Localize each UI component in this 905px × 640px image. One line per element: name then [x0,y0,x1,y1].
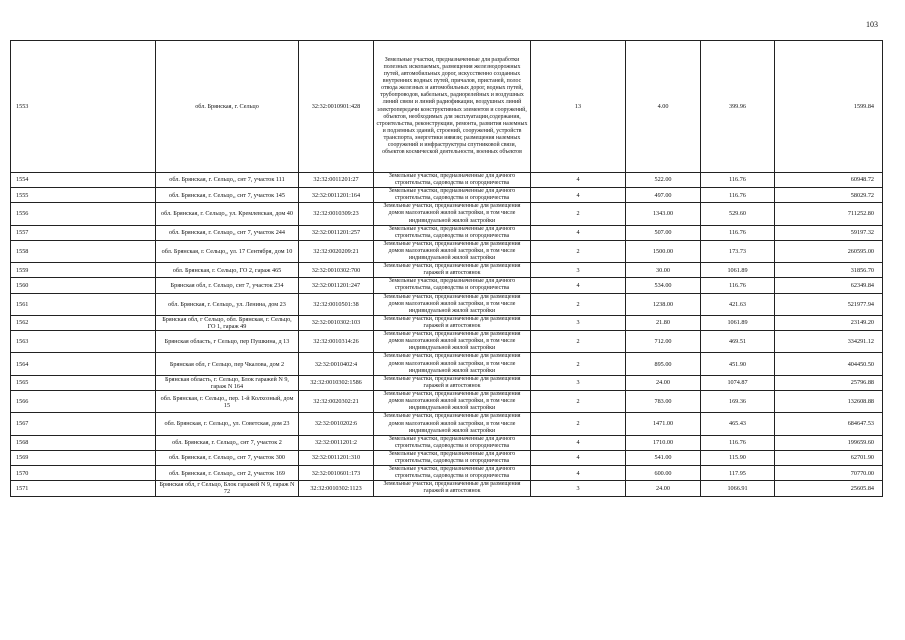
area-cell: 497.00 [626,188,701,203]
cadastral-number-cell: 32:32:0010901:428 [299,41,374,173]
address-cell: обл. Брянская, г. Сельцо, ГО 2, гараж 465 [156,263,299,278]
address-cell: обл. Брянская, г. Сельцо,, снт 7, участок 111 [156,173,299,188]
table-row [11,278,883,293]
rate-cell: 115.90 [701,450,775,465]
cadastral-value-cell: 59197.32 [775,225,883,240]
rate-cell: 529.60 [701,203,775,225]
cadastral-number-cell: 32:32:0011201:27 [299,173,374,188]
rate-cell: 173.73 [701,240,775,262]
table-row [11,41,883,173]
land-use-description-cell: Земельные участки, предназначенные для размещения домов малоэтажной жилой застройки, в том числе индивидуальной жилой застройки [374,203,531,225]
land-use-description-cell: Земельные участки, предназначенные для размещения домов малоэтажной жилой застройки, в том числе индивидуальной жилой застройки [374,293,531,315]
area-cell: 4.00 [626,41,701,173]
table-row [11,315,883,330]
cadastral-value-cell: 521977.94 [775,293,883,315]
group-code-cell: 2 [531,391,626,413]
group-code-cell: 3 [531,375,626,390]
rate-cell: 465.43 [701,413,775,435]
land-use-description-cell: Земельные участки, предназначенные для размещения домов малоэтажной жилой застройки, в том числе индивидуальной жилой застройки [374,391,531,413]
table-row [11,293,883,315]
cadastral-value-cell: 23149.20 [775,315,883,330]
table-row [11,188,883,203]
cadastral-number-cell: 32:32:0011201:164 [299,188,374,203]
cadastral-value-cell: 199659.60 [775,435,883,450]
area-cell: 1710.00 [626,435,701,450]
group-code-cell: 2 [531,203,626,225]
land-use-description-cell: Земельные участки, предназначенные для дачного строительства, садоводства и огородничества [374,173,531,188]
area-cell: 600.00 [626,466,701,481]
row-number: 1569 [11,450,156,465]
group-code-cell: 2 [531,413,626,435]
area-cell: 783.00 [626,391,701,413]
group-code-cell: 4 [531,450,626,465]
table-row [11,240,883,262]
row-number: 1567 [11,413,156,435]
address-cell: обл. Брянская, г. Сельцо [156,41,299,173]
land-use-description-cell: Земельные участки, предназначенные для дачного строительства, садоводства и огородничества [374,466,531,481]
area-cell: 30.00 [626,263,701,278]
table-row [11,413,883,435]
cadastral-number-cell: 32:32:0010402:4 [299,353,374,375]
rate-cell: 116.76 [701,435,775,450]
address-cell: обл. Брянская, г. Сельцо,, ул. 17 Сентября, дом 10 [156,240,299,262]
cadastral-number-cell: 32:32:0020302:21 [299,391,374,413]
table-row [11,375,883,390]
cadastral-number-cell: 32:32:0010309:23 [299,203,374,225]
row-number: 1568 [11,435,156,450]
area-cell: 24.00 [626,375,701,390]
row-number: 1559 [11,263,156,278]
group-code-cell: 3 [531,263,626,278]
cadastral-value-cell: 132608.88 [775,391,883,413]
group-code-cell: 13 [531,41,626,173]
page-number: 103 [866,20,878,29]
group-code-cell: 2 [531,353,626,375]
table-row [11,331,883,353]
land-use-description-cell: Земельные участки, предназначенные для размещения домов малоэтажной жилой застройки, в том числе индивидуальной жилой застройки [374,413,531,435]
cadastral-value-cell: 711252.80 [775,203,883,225]
land-use-description-cell: Земельные участки, предназначенные для размещения гаражей и автостоянок [374,315,531,330]
row-number: 1562 [11,315,156,330]
land-use-description-cell: Земельные участки, предназначенные для дачного строительства, садоводства и огородничества [374,225,531,240]
group-code-cell: 4 [531,173,626,188]
group-code-cell: 4 [531,225,626,240]
address-cell: Брянская область, г. Сельцо, Блок гаражей N 9, гараж N 164 [156,375,299,390]
land-use-description-cell: Земельные участки, предназначенные для размещения гаражей и автостоянок [374,263,531,278]
rate-cell: 1061.89 [701,263,775,278]
cadastral-value-cell: 404450.50 [775,353,883,375]
land-use-description-cell: Земельные участки, предназначенные для размещения гаражей и автостоянок [374,375,531,390]
address-cell: обл. Брянская, г. Сельцо,, снт 7, участок 2 [156,435,299,450]
cadastral-number-cell: 32:32:0010601:173 [299,466,374,481]
row-number: 1561 [11,293,156,315]
address-cell: обл. Брянская, г. Сельцо,, снт 2, участок 169 [156,466,299,481]
cadastral-value-cell: 31856.70 [775,263,883,278]
area-cell: 1471.00 [626,413,701,435]
land-use-description-cell: Земельные участки, предназначенные для дачного строительства, садоводства и огородничества [374,278,531,293]
table-row [11,263,883,278]
address-cell: обл. Брянская, г. Сельцо,, снт 7, участок 145 [156,188,299,203]
rate-cell: 1074.87 [701,375,775,390]
row-number: 1554 [11,173,156,188]
address-cell: обл. Брянская, г. Сельцо,, пер. 1-й Колхозный, дом 15 [156,391,299,413]
area-cell: 541.00 [626,450,701,465]
group-code-cell: 2 [531,293,626,315]
group-code-cell: 3 [531,481,626,496]
cadastral-value-cell: 260595.00 [775,240,883,262]
area-cell: 534.00 [626,278,701,293]
area-cell: 895.00 [626,353,701,375]
land-use-description-cell: Земельные участки, предназначенные для разработки полезных ископаемых, размещения железнодорожных путей, автомобильных дорог, искусственно созданных внутренних водных путей, причалов, пристаней, полос отвода железных и автомобильных дорог, водных путей, трубопроводов, кабельных, радиорелейных и воздушных линий связи и линий радиофикации, воздушных линий электропередачи конструктивных элементов и сооружений, объектов, необходимых для эксплуатации,содержания, строительства, реконструкции, ремонта, развития наземных и подземных зданий, строений, сооружений, устройств транспорта, энергетики иявязи; размещения наземных сооружений и инфраструктуры спутниковой связи, объектов космической деятельности, военных объектов [374,41,531,173]
cadastral-number-cell: 32:32:0010314:26 [299,331,374,353]
rate-cell: 169.36 [701,391,775,413]
row-number: 1566 [11,391,156,413]
address-cell: Брянская обл, г Сельцо, обл. Брянская, г. Сельцо, ГО 1, гараж 49 [156,315,299,330]
rate-cell: 421.63 [701,293,775,315]
cadastral-value-cell: 62349.84 [775,278,883,293]
row-number: 1560 [11,278,156,293]
address-cell: обл. Брянская, г. Сельцо,, ул. Кремлевская, дом 40 [156,203,299,225]
rate-cell: 469.51 [701,331,775,353]
cadastral-number-cell: 32:32:0010302:103 [299,315,374,330]
row-number: 1557 [11,225,156,240]
table-row [11,173,883,188]
area-cell: 1238.00 [626,293,701,315]
cadastral-number-cell: 32:32:0010302:1123 [299,481,374,496]
row-number: 1565 [11,375,156,390]
row-number: 1558 [11,240,156,262]
table-row [11,435,883,450]
cadastral-number-cell: 32:32:0011201:247 [299,278,374,293]
cadastral-value-cell: 62701.90 [775,450,883,465]
rate-cell: 116.76 [701,188,775,203]
address-cell: Брянская область, г Сельцо, пер Пушкина, д 13 [156,331,299,353]
rate-cell: 116.76 [701,278,775,293]
cadastral-value-cell: 60948.72 [775,173,883,188]
area-cell: 24.00 [626,481,701,496]
area-cell: 507.00 [626,225,701,240]
group-code-cell: 3 [531,315,626,330]
area-cell: 522.00 [626,173,701,188]
cadastral-number-cell: 32:32:0011201:257 [299,225,374,240]
cadastral-value-cell: 334291.12 [775,331,883,353]
address-cell: Брянская обл, г. Сельцо, снт 7, участок 234 [156,278,299,293]
area-cell: 1500.00 [626,240,701,262]
area-cell: 1343.00 [626,203,701,225]
group-code-cell: 2 [531,331,626,353]
group-code-cell: 4 [531,466,626,481]
table-row [11,225,883,240]
rate-cell: 399.96 [701,41,775,173]
table-row [11,481,883,496]
cadastral-value-cell: 1599.84 [775,41,883,173]
table-row [11,466,883,481]
group-code-cell: 4 [531,435,626,450]
row-number: 1570 [11,466,156,481]
address-cell: обл. Брянская, г. Сельцо,, ул. Советская, дом 23 [156,413,299,435]
table-body [11,41,883,497]
table-row [11,203,883,225]
row-number: 1553 [11,41,156,173]
land-use-description-cell: Земельные участки, предназначенные для размещения домов малоэтажной жилой застройки, в том числе индивидуальной жилой застройки [374,240,531,262]
row-number: 1571 [11,481,156,496]
land-use-description-cell: Земельные участки, предназначенные для дачного строительства, садоводства и огородничества [374,435,531,450]
rate-cell: 116.76 [701,173,775,188]
row-number: 1563 [11,331,156,353]
cadastral-number-cell: 32:32:0020209:21 [299,240,374,262]
land-use-description-cell: Земельные участки, предназначенные для дачного строительства, садоводства и огородничества [374,450,531,465]
table-row [11,450,883,465]
rate-cell: 116.76 [701,225,775,240]
rate-cell: 117.95 [701,466,775,481]
land-use-description-cell: Земельные участки, предназначенные для размещения гаражей и автостоянок [374,481,531,496]
area-cell: 21.80 [626,315,701,330]
cadastral-value-cell: 25796.88 [775,375,883,390]
cadastral-number-cell: 32:32:0011201:310 [299,450,374,465]
cadastral-number-cell: 32:32:0010302:700 [299,263,374,278]
cadastral-value-cell: 684647.53 [775,413,883,435]
row-number: 1556 [11,203,156,225]
cadastral-table [10,40,883,497]
rate-cell: 1066.91 [701,481,775,496]
cadastral-value-cell: 58029.72 [775,188,883,203]
address-cell: Брянская обл, г Сельцо, Блок гаражей N 9, гараж N 72 [156,481,299,496]
group-code-cell: 4 [531,188,626,203]
row-number: 1555 [11,188,156,203]
land-use-description-cell: Земельные участки, предназначенные для дачного строительства, садоводства и огородничества [374,188,531,203]
row-number: 1564 [11,353,156,375]
group-code-cell: 4 [531,278,626,293]
rate-cell: 1061.89 [701,315,775,330]
address-cell: обл. Брянская, г. Сельцо,, снт 7, участок 244 [156,225,299,240]
address-cell: обл. Брянская, г. Сельцо,, ул. Ленина, дом 23 [156,293,299,315]
cadastral-number-cell: 32:32:0011201:2 [299,435,374,450]
table-row [11,353,883,375]
table-row [11,391,883,413]
cadastral-value-cell: 70770.00 [775,466,883,481]
area-cell: 712.00 [626,331,701,353]
cadastral-number-cell: 32:32:0010202:6 [299,413,374,435]
cadastral-number-cell: 32:32:0010302:1586 [299,375,374,390]
cadastral-value-cell: 25605.84 [775,481,883,496]
address-cell: Брянская обл, г Сельцо, пер Чкалова, дом 2 [156,353,299,375]
rate-cell: 451.90 [701,353,775,375]
land-use-description-cell: Земельные участки, предназначенные для размещения домов малоэтажной жилой застройки, в том числе индивидуальной жилой застройки [374,353,531,375]
group-code-cell: 2 [531,240,626,262]
cadastral-number-cell: 32:32:0010501:38 [299,293,374,315]
land-use-description-cell: Земельные участки, предназначенные для размещения домов малоэтажной жилой застройки, в том числе индивидуальной жилой застройки [374,331,531,353]
address-cell: обл. Брянская, г. Сельцо,, снт 7, участок 300 [156,450,299,465]
